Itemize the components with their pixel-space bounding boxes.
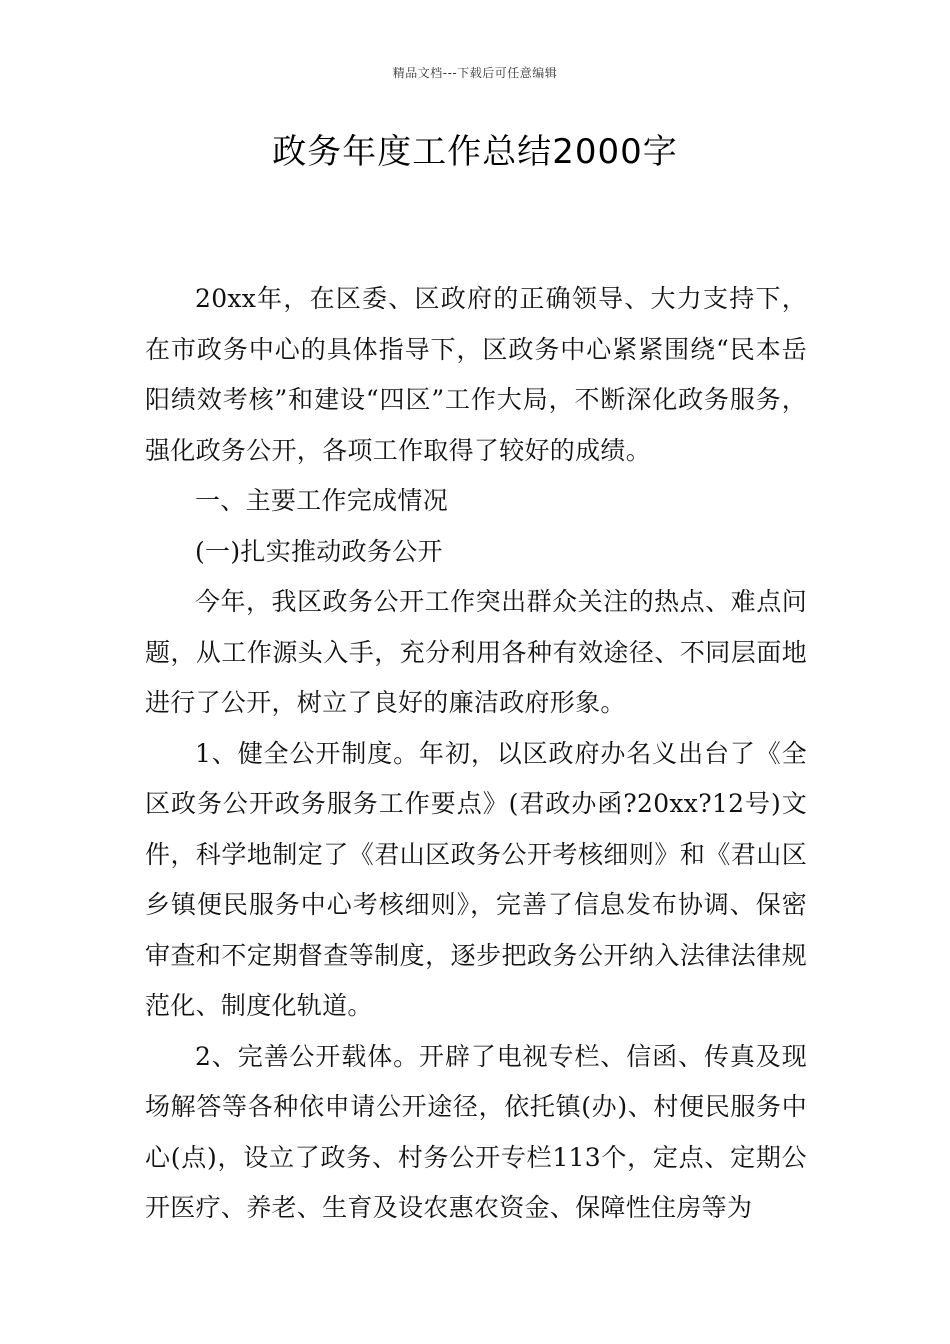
- paragraph-item-2: 2、完善公开载体。开辟了电视专栏、信函、传真及现场解答等各种依申请公开途径，依托镇(办)、村便民服务中心(点)，设立了政务、村务公开专栏113个，定点、定期公开医疗、养老、生育及设农惠农资金、保障性住房等为: [145, 1041, 807, 1222]
- document-title: 政务年度工作总结2000字: [272, 132, 678, 172]
- paragraph-item-1: 1、健全公开制度。年初，以区政府办名义出台了《全区政务公开政务服务工作要点》(君政办函?20xx?12号)文件，科学地制定了《君山区政务公开考核细则》和《君山区乡镇便民服务中心考核细则》，完善了信息发布协调、保密审查和不定期督查等制度，逐步把政务公开纳入法律法律规范化、制度化轨道。: [145, 738, 807, 1020]
- document-body: [145, 274, 807, 1234]
- paragraph-intro: 20xx年，在区委、区政府的正确领导、大力支持下，在市政务中心的具体指导下，区政务中心紧紧围绕“民本岳阳绩效考核”和建设“四区”工作大局，不断深化政务服务，强化政务公开，各项工作取得了较好的成绩。: [145, 284, 807, 465]
- paragraph-public-work: 今年，我区政务公开工作突出群众关注的热点、难点问题，从工作源头入手，充分利用各种有效途径、不同层面地进行了公开，树立了良好的廉洁政府形象。: [145, 587, 807, 717]
- header-note: 精品文档---下载后可任意编辑: [392, 66, 558, 80]
- subsection-heading-1: (一)扎实推动政务公开: [195, 536, 443, 566]
- section-heading-1: 一、主要工作完成情况: [195, 486, 449, 515]
